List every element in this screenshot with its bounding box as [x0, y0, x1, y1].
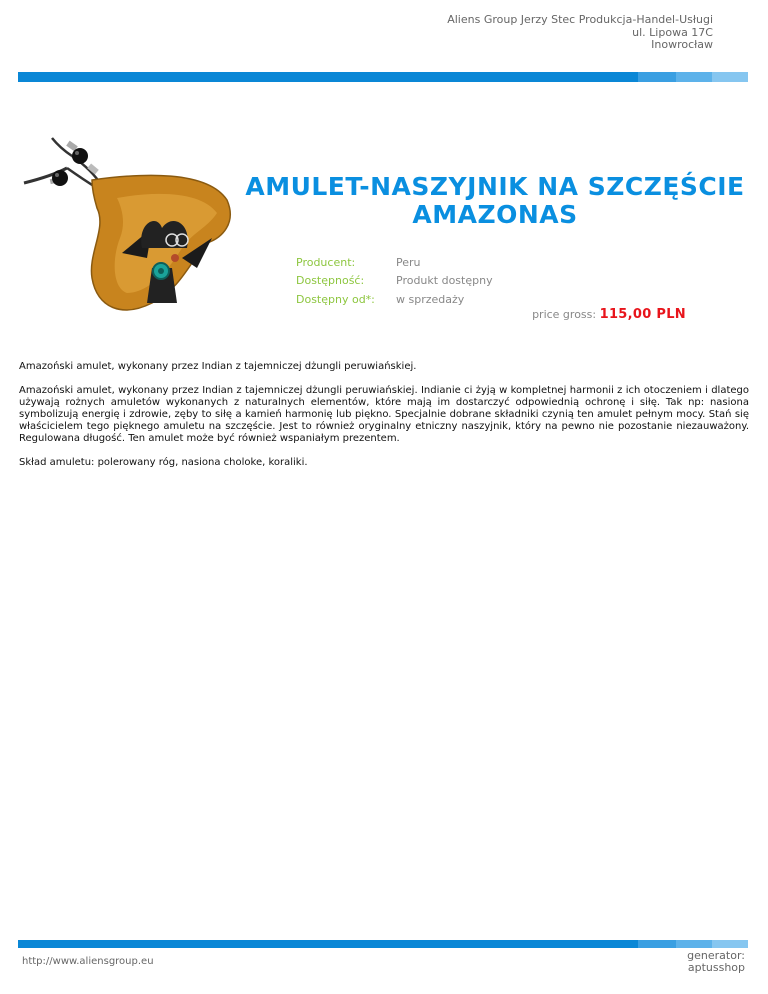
footer-url-link[interactable]: http://www.aliensgroup.eu — [22, 956, 154, 967]
attribute-label: Dostępność: — [296, 274, 365, 288]
attribute-value: Peru — [396, 255, 421, 269]
company-city: Inowrocław — [651, 38, 713, 51]
footer-divider-bar — [18, 940, 748, 948]
attribute-row — [296, 253, 493, 272]
attribute-value: w sprzedaży — [396, 292, 465, 306]
attribute-value: Produkt dostępny — [396, 274, 493, 288]
product-title: AMULET-NASZYJNIK NA SZCZĘŚCIE AMAZONAS — [245, 172, 745, 229]
header-divider-bar — [18, 72, 748, 82]
description-composition: Skład amuletu: polerowany róg, nasiona choloke, koraliki. — [19, 457, 308, 468]
attribute-row — [296, 290, 493, 309]
price-label: price gross: — [532, 308, 597, 321]
attribute-label: Dostępny od*: — [296, 292, 375, 306]
company-name: Aliens Group Jerzy Stec Produkcja-Handel-Usługi — [447, 13, 713, 26]
footer-generator — [687, 950, 745, 974]
price-amount: 115,00 PLN — [599, 307, 686, 322]
company-info — [447, 14, 713, 52]
attribute-row — [296, 272, 493, 291]
company-street: ul. Lipowa 17C — [632, 25, 713, 39]
generator-name: aptusshop — [687, 961, 745, 974]
attribute-label: Producent: — [296, 255, 356, 269]
product-attributes — [296, 253, 493, 309]
product-description — [19, 361, 749, 481]
price-block — [532, 307, 686, 322]
description-long: Amazoński amulet, wykonany przez Indian z tajemniczej dżungli peruwiańskiej. Indianie ci żyją w kompletnej harmonii z ich otoczeniem i dlatego używają rożnych amuletów wykonanych z naturalnych elementów, które mają im dostarczyć odpowiednią ochronę i siłę. Tak np: nasiona symbolizują energię i zdrowie, zęby to siłę a kamień harmonię lub piękno. Specjalnie dobrane składniki czynią ten amulet pełnym mocy. Stań się właścicielem tego pięknego amuletu na szczęście. Jest to również oryginalny etniczny naszyjnik, który na pewno nie pozostanie niezauważony. Regulowana długość. Ten amulet może być również wspaniałym prezentem. — [19, 385, 749, 444]
description-short: Amazoński amulet, wykonany przez Indian z tajemniczej dżungli peruwiańskiej. — [19, 361, 417, 372]
generator-label: generator: — [687, 949, 745, 962]
product-image — [22, 128, 244, 324]
